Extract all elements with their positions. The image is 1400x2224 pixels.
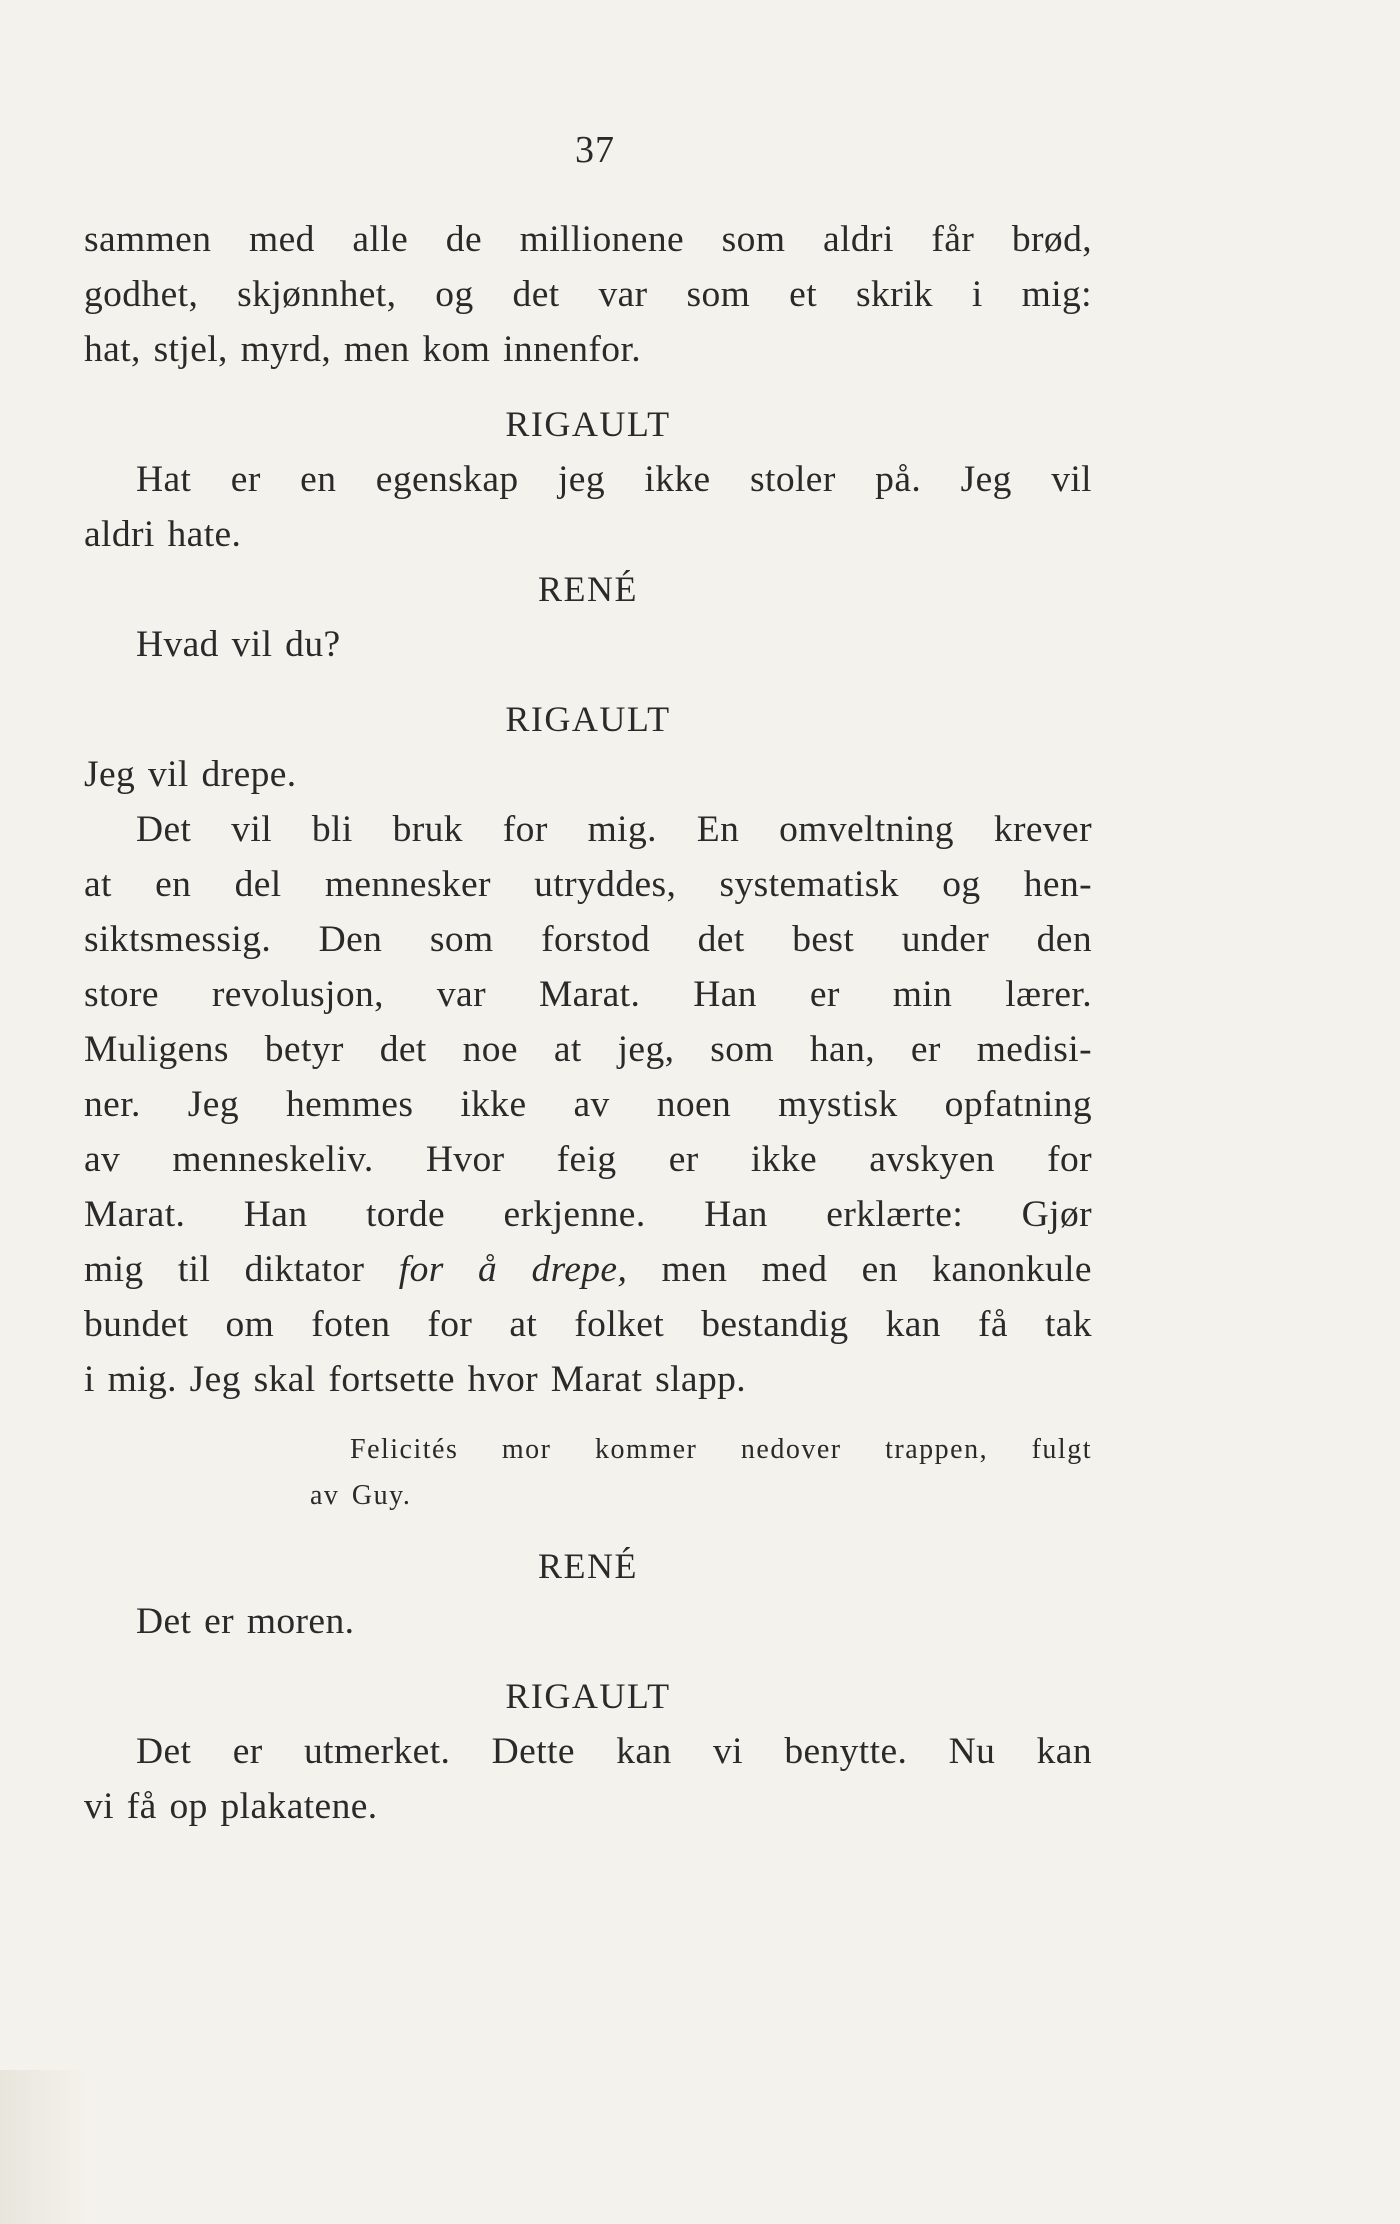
text-line: Det er utmerket. Dette kan vi benytte. Nu kan [136,1731,1092,1772]
paragraph-3 [84,617,1092,672]
text-line: sammen med alle de millionene som aldri får brød, [84,219,1092,260]
text-line: Hvad vil du? [136,624,341,665]
text-line: store revolusjon, var Marat. Han er min lærer. [84,974,1092,1015]
speaker-name: RIGAULT [505,1676,671,1716]
text-line: i mig. Jeg skal fortsette hvor Marat slapp. [84,1359,747,1400]
speaker-name: RIGAULT [505,699,671,739]
text-line: hat, stjel, myrd, men kom innenfor. [84,329,642,370]
page-text [84,212,1092,1834]
italic-text: for å drepe, [398,1249,628,1290]
text-line: at en del mennesker utryddes, systematisk og hen- [84,864,1092,905]
text-fragment: men med en kanonkule [627,1249,1092,1290]
text-line: Det er moren. [136,1601,355,1642]
text-line: Muligens betyr det noe at jeg, som han, er medisi- [84,1029,1092,1070]
text-line [84,1242,1092,1297]
text-line: av menneskeliv. Hvor feig er ikke avskyen for [84,1139,1092,1180]
speaker-name: RENÉ [538,1546,638,1586]
text-fragment: mig til diktator [84,1249,399,1290]
text-line: aldri hate. [84,514,242,555]
paragraph-1 [84,212,1092,377]
paragraph-4 [84,747,1092,802]
page-edge-shadow [0,2070,90,2224]
text-line: godhet, skjønnhet, og det var som et skrik i mig: [84,274,1092,315]
stage-direction-line: Felicités mor kommer nedover trappen, fulgt [350,1434,1092,1465]
text-line: Jeg vil drepe. [84,754,297,795]
text-line: vi få op plakatene. [84,1786,378,1827]
text-line: Det vil bli bruk for mig. En omveltning krever [136,809,1092,850]
paragraph-5 [84,802,1092,1407]
text-line: Hat er en egenskap jeg ikke stoler på. Jeg vil [136,459,1092,500]
text-line: siktsmessig. Den som forstod det best under den [84,919,1092,960]
text-line: Marat. Han torde erkjenne. Han erklærte: Gjør [84,1194,1092,1235]
text-line: ner. Jeg hemmes ikke av noen mystisk opfatning [84,1084,1092,1125]
speaker-name: RIGAULT [505,404,671,444]
paragraph-7 [84,1724,1092,1834]
paragraph-6 [84,1594,1092,1649]
text-line: bundet om foten for at folket bestandig kan få tak [84,1304,1092,1345]
page-number: 37 [575,129,615,171]
speaker-name: RENÉ [538,569,638,609]
paragraph-2 [84,452,1092,562]
stage-direction [84,1427,1092,1519]
stage-direction-line: av Guy. [310,1480,412,1511]
